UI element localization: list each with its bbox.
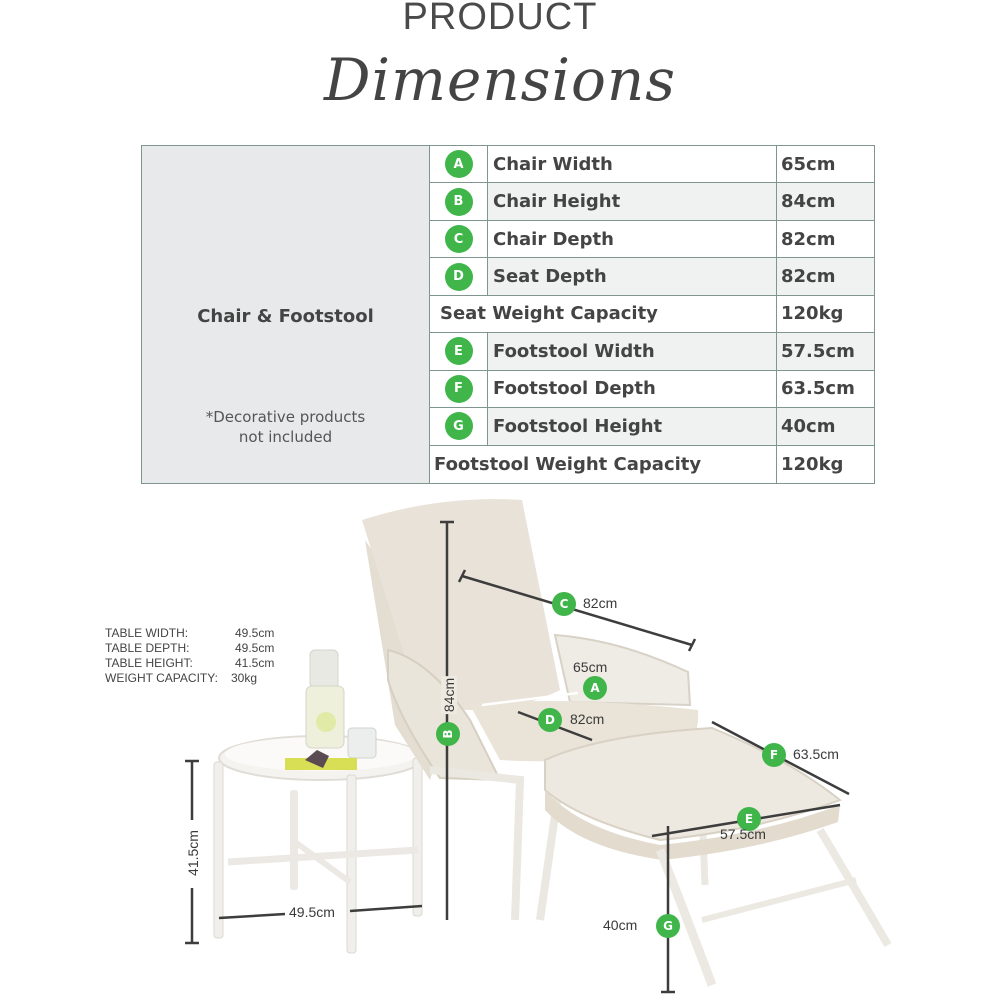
badge-f: F — [445, 375, 473, 403]
dimension-label-c: 82cm — [583, 595, 618, 611]
dimension-badge-g: G — [656, 914, 680, 938]
spec-value: 63.5cm — [776, 371, 874, 407]
badge-c: C — [445, 225, 473, 253]
spec-label: Chair Height — [488, 183, 776, 219]
table-spec-value: 49.5cm — [235, 626, 275, 640]
dimension-label-d: 82cm — [570, 711, 605, 727]
spec-value: 120kg — [776, 296, 874, 332]
dimension-label-g: 40cm — [603, 917, 638, 933]
table-spec-label: TABLE WIDTH: — [105, 626, 189, 640]
spec-label: Seat Depth — [488, 258, 776, 294]
dimension-badge-f: F — [762, 743, 786, 767]
spec-value: 65cm — [776, 146, 874, 182]
badge-g: G — [445, 412, 473, 440]
badge-a: A — [445, 150, 473, 178]
spec-label: Seat Weight Capacity — [430, 296, 776, 332]
footstool-graphic — [545, 728, 888, 985]
dimension-label-table-width: 49.5cm — [289, 904, 335, 920]
table-spec-label: TABLE HEIGHT: — [105, 656, 193, 670]
table-spec-value: 30kg — [231, 671, 258, 685]
title-product: PRODUCT — [402, 0, 598, 38]
badge-e: E — [445, 337, 473, 365]
spec-label: Footstool Weight Capacity — [430, 446, 776, 483]
badge-d: D — [445, 263, 473, 291]
spec-label: Chair Width — [488, 146, 776, 182]
dimension-label-table-height: 41.5cm — [184, 830, 201, 876]
spec-label: Footstool Depth — [488, 371, 776, 407]
title-dimensions: Dimensions — [323, 46, 677, 114]
table-spec-value: 49.5cm — [235, 641, 275, 655]
dimension-label-f: 63.5cm — [793, 746, 839, 762]
spec-label: Footstool Height — [488, 408, 776, 444]
badge-b: B — [445, 188, 473, 216]
spec-value: 82cm — [776, 221, 874, 257]
table-spec-label: TABLE DEPTH: — [105, 641, 190, 655]
dimension-badge-e: E — [737, 807, 761, 831]
table-spec-value: 41.5cm — [235, 656, 275, 670]
spec-value: 84cm — [776, 183, 874, 219]
dimension-badge-c: C — [552, 592, 576, 616]
spec-label: Footstool Width — [488, 333, 776, 369]
spec-value: 120kg — [776, 446, 874, 483]
spec-value: 57.5cm — [776, 333, 874, 369]
dimension-label-e: 57.5cm — [720, 826, 766, 842]
dimension-label-a: 65cm — [573, 659, 608, 675]
dimension-badge-b: B — [436, 722, 460, 746]
decorative-note: *Decorative products not included — [205, 408, 366, 446]
dimension-badge-d: D — [538, 708, 562, 732]
spec-label: Chair Depth — [488, 221, 776, 257]
dimension-label-b: 84cm — [441, 677, 458, 713]
table-spec-label: WEIGHT CAPACITY: — [105, 671, 218, 685]
product-name: Chair & Footstool — [197, 306, 374, 327]
dimension-badge-a: A — [583, 676, 607, 700]
spec-value: 40cm — [776, 408, 874, 444]
spec-value: 82cm — [776, 258, 874, 294]
